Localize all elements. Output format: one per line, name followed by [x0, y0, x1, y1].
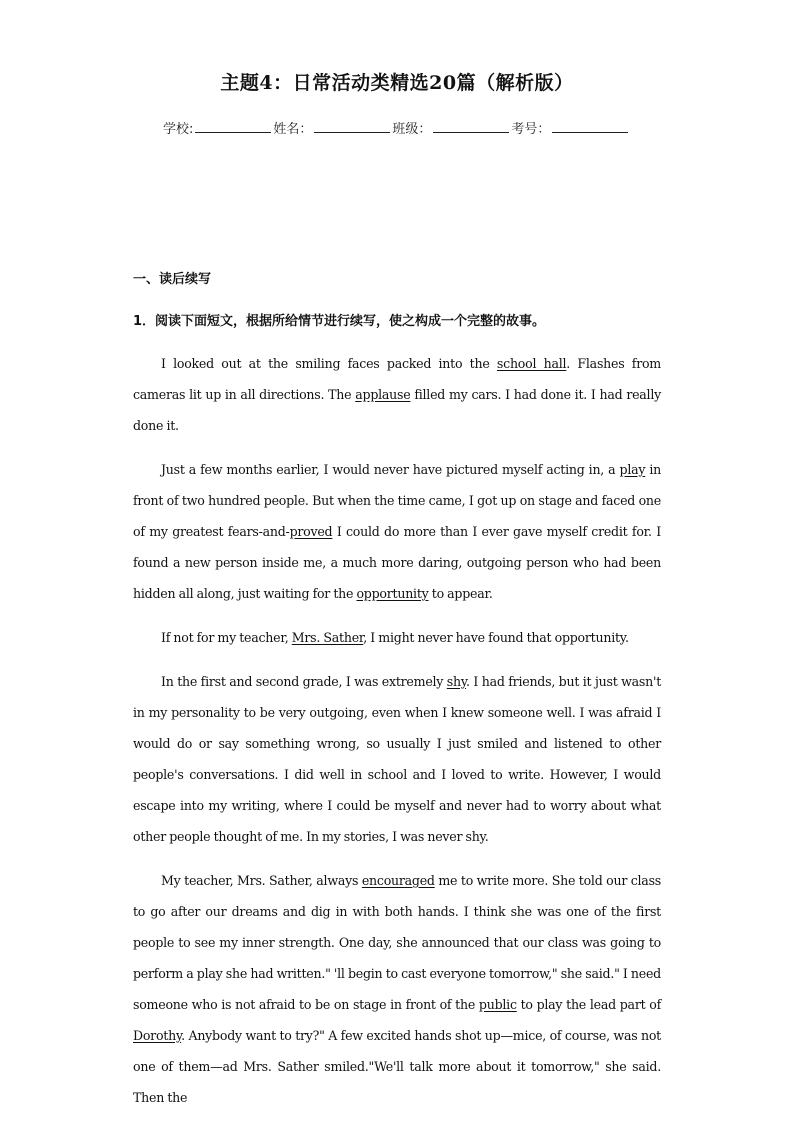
text-run: In the first and second grade, I was extremely	[161, 674, 447, 689]
underlined-word: opportunity	[356, 586, 429, 601]
question-instruction: 1．阅读下面短文，根据所给情节进行续写，使之构成一个完整的故事。	[133, 314, 546, 329]
underlined-word: proved	[289, 524, 333, 539]
underlined-word: applause	[355, 387, 411, 402]
paragraph-2	[133, 454, 661, 609]
text-run: to appear.	[428, 586, 493, 601]
reading-passage	[133, 348, 661, 1126]
text-run: in front of two hundred people. But when the time came, I got up on stage and faced one of my greatest fears-and-	[133, 462, 661, 539]
page-title: 主题4：日常活动类精选20篇（解析版）	[220, 72, 574, 94]
paragraph-4	[133, 666, 661, 852]
text-run: . Flashes from cameras lit up in all directions. The	[133, 356, 662, 402]
section-heading: 一、读后续写	[133, 272, 212, 287]
class-blank[interactable]	[433, 120, 509, 133]
class-label: 班级：	[392, 122, 432, 137]
underlined-word: encouraged	[361, 873, 435, 888]
text-run: to play the lead part of	[516, 997, 661, 1012]
student-info-line	[163, 118, 630, 137]
text-run: My teacher, Mrs. Sather, always	[161, 873, 362, 888]
underlined-word: play	[619, 462, 646, 477]
name-label: 姓名：	[273, 122, 313, 137]
text-run: . Anybody want to try?" A few excited hands shot up—mice, of course, was not one of them—ad Mrs. Sather smiled."We'll talk more about it tomorrow," she said. Then the	[133, 1028, 661, 1105]
paragraph-5	[133, 865, 661, 1113]
text-run: , I might never have found that opportunity.	[363, 630, 629, 645]
underlined-word: public	[478, 997, 517, 1012]
school-blank[interactable]	[195, 120, 271, 133]
text-run: I could do more than I ever gave myself credit for. I found a new person inside me, a much more daring, outgoing person who had been hidden all along, just waiting for the	[133, 524, 661, 601]
school-label: 学校:	[163, 122, 194, 137]
text-run: I looked out at the smiling faces packed into the	[161, 356, 497, 371]
text-run: me to write more. She told our class to go after our dreams and dig in with both hands. I think she was one of the first people to see my inner strength. One day, she announced that our class was going to perform a play she had written." 'll begin to cast everyone tomorrow," she said." I need someone who is not afraid to be on stage in front of the	[133, 873, 661, 1012]
paragraph-1	[133, 348, 661, 441]
name-blank[interactable]	[314, 120, 390, 133]
exam-no-blank[interactable]	[552, 120, 628, 133]
paragraph-3	[133, 622, 661, 653]
text-run: Just a few months earlier, I would never have pictured myself acting in, a	[161, 462, 620, 477]
underlined-word: shy	[446, 674, 467, 689]
exam-no-label: 考号：	[511, 122, 551, 137]
underlined-word: Dorothy	[133, 1028, 182, 1043]
underlined-word: Mrs. Sather	[291, 630, 364, 645]
text-run: If not for my teacher,	[161, 630, 292, 645]
text-run: filled my cars. I had done it. I had really done it.	[133, 387, 661, 433]
underlined-word: school hall	[496, 356, 567, 371]
text-run: . I had friends, but it just wasn't in my personality to be very outgoing, even when I knew someone well. I was afraid I would do or say something wrong, so usually I just smiled and listened to other people's conversations. I did well in school and I loved to write. However, I would escape into my writing, where I could be myself and never had to worry about what other people thought of me. In my stories, I was never shy.	[133, 674, 661, 844]
